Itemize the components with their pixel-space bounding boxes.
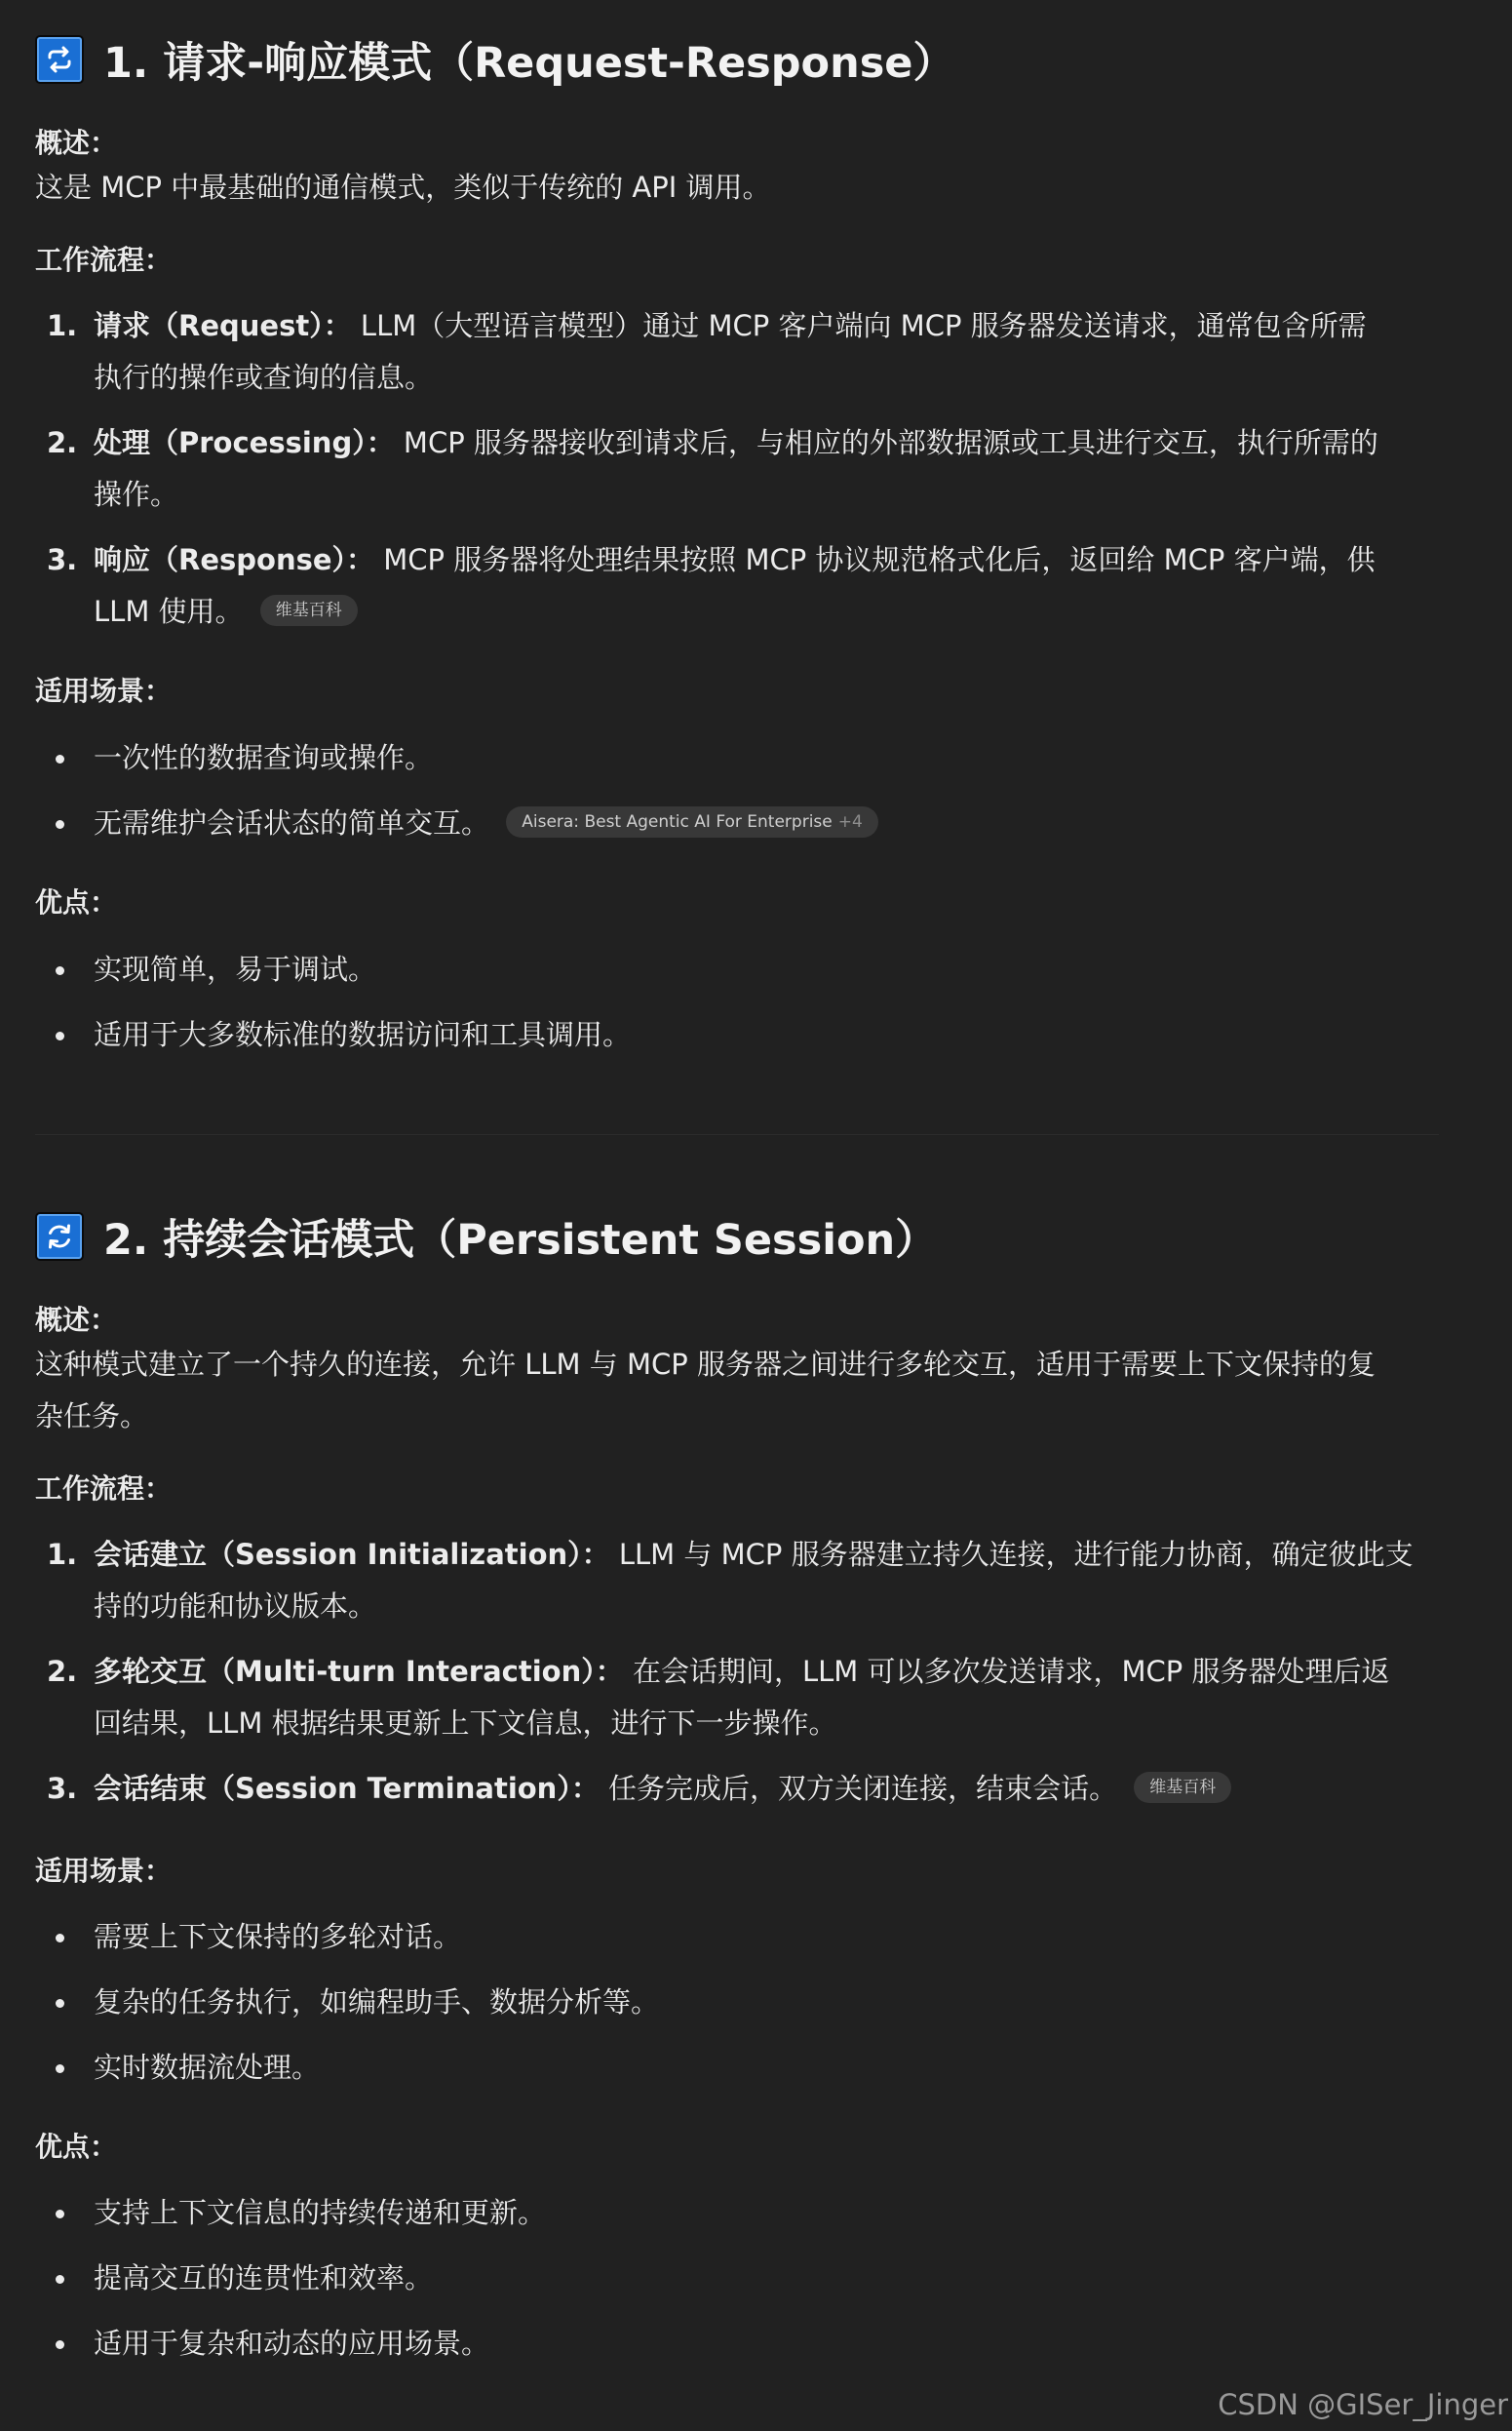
advantage-text: 适用于复杂和动态的应用场景。 <box>94 2327 490 2360</box>
scenarios-list <box>35 1911 1439 2094</box>
scenarios-label: 适用场景： <box>35 675 173 707</box>
bullet-dot <box>56 2210 64 2218</box>
advantages-label: 优点： <box>35 886 118 919</box>
bullet-dot <box>56 2275 64 2284</box>
chip-label: Aisera: Best Agentic AI For Enterprise <box>522 812 833 832</box>
advantages-label: 优点： <box>35 2131 118 2163</box>
bullet-dot <box>56 966 64 975</box>
list-item <box>35 300 1439 404</box>
step-text: LLM 与 MCP 服务器建立持久连接，进行能力协商，确定彼此支 <box>609 1538 1414 1571</box>
step-number: 1. <box>47 309 78 342</box>
list-item <box>35 2318 1439 2370</box>
section-title: 1. 请求-响应模式（Request-Response） <box>103 38 955 88</box>
source-chip[interactable] <box>506 806 878 838</box>
step-title: 会话结束（Session Termination）： <box>94 1772 600 1805</box>
advantages-label-block <box>35 884 1439 921</box>
list-item <box>35 2253 1439 2304</box>
advantage-text: 实现简单，易于调试。 <box>94 953 377 986</box>
section-title: 2. 持续会话模式（Persistent Session） <box>103 1215 938 1265</box>
step-text-cont: LLM 使用。 <box>94 595 244 628</box>
overview-block <box>35 125 1439 214</box>
list-item <box>35 1763 1439 1815</box>
step-text: 任务完成后，双方关闭连接，结束会话。 <box>599 1772 1118 1805</box>
section-divider <box>35 1134 1439 1135</box>
section-heading <box>35 30 1439 89</box>
section-request-response <box>35 30 1439 89</box>
bullet-dot <box>56 2064 64 2073</box>
workflow-label: 工作流程： <box>35 244 173 276</box>
list-item <box>35 2042 1439 2094</box>
advantage-text: 支持上下文信息的持续传递和更新。 <box>94 2196 547 2229</box>
source-chip[interactable]: 维基百科 <box>1134 1772 1231 1803</box>
list-item <box>35 534 1439 638</box>
bullet-dot <box>56 1934 64 1942</box>
advantage-text: 提高交互的连贯性和效率。 <box>94 2261 434 2294</box>
step-number: 3. <box>47 1772 78 1805</box>
overview-line2: 杂任务。 <box>35 1399 149 1432</box>
list-item <box>35 417 1439 521</box>
scenarios-list <box>35 732 1439 849</box>
list-item <box>35 1911 1439 1963</box>
bullet-dot <box>56 1032 64 1040</box>
step-text: LLM（大型语言模型）通过 MCP 客户端向 MCP 服务器发送请求，通常包含所需 <box>351 309 1367 342</box>
overview-text: 这是 MCP 中最基础的通信模式，类似于传统的 API 调用。 <box>35 171 771 204</box>
step-title: 多轮交互（Multi-turn Interaction）： <box>94 1655 624 1688</box>
watermark: CSDN @GISer_Jinger <box>1218 2388 1508 2421</box>
advantages-list <box>35 944 1439 1061</box>
chip-extra-count: +4 <box>837 812 863 832</box>
refresh-cycle-icon <box>35 1212 84 1261</box>
list-item <box>35 1977 1439 2028</box>
step-text: MCP 服务器将处理结果按照 MCP 协议规范格式化后，返回给 MCP 客户端，供 <box>374 543 1376 576</box>
workflow-block <box>35 242 1439 279</box>
list-item <box>35 1529 1439 1632</box>
bullet-dot <box>56 820 64 829</box>
scenarios-label: 适用场景： <box>35 1855 173 1887</box>
bullet-dot <box>56 1999 64 2008</box>
section-heading <box>35 1207 1439 1266</box>
bullet-dot <box>56 755 64 764</box>
scenarios-label-block <box>35 1853 1439 1890</box>
step-number: 3. <box>47 543 78 576</box>
step-text: 在会话期间，LLM 可以多次发送请求，MCP 服务器处理后返 <box>623 1655 1390 1688</box>
step-number: 2. <box>47 1655 78 1688</box>
step-title: 处理（Processing）： <box>94 426 395 459</box>
step-number: 1. <box>47 1538 78 1571</box>
step-title: 会话建立（Session Initialization）： <box>94 1538 610 1571</box>
step-text-cont: 操作。 <box>94 478 179 511</box>
step-text-cont: 回结果，LLM 根据结果更新上下文信息，进行下一步操作。 <box>94 1706 837 1740</box>
workflow-steps <box>35 300 1439 638</box>
overview-line1: 这种模式建立了一个持久的连接，允许 LLM 与 MCP 服务器之间进行多轮交互，适用于需要上下文保持的复 <box>35 1348 1376 1381</box>
workflow-block <box>35 1470 1439 1508</box>
list-item <box>35 1646 1439 1749</box>
overview-label: 概述： <box>35 127 118 159</box>
scenario-text: 实时数据流处理。 <box>94 2051 321 2084</box>
overview-label: 概述： <box>35 1304 118 1336</box>
step-text-cont: 持的功能和协议版本。 <box>94 1589 377 1623</box>
advantage-text: 适用于大多数标准的数据访问和工具调用。 <box>94 1018 632 1051</box>
step-title: 响应（Response）： <box>94 543 375 576</box>
overview-block <box>35 1302 1439 1442</box>
list-item <box>35 798 1439 849</box>
workflow-label: 工作流程： <box>35 1472 173 1505</box>
list-item <box>35 732 1439 784</box>
scenario-text: 无需维护会话状态的简单交互。 <box>94 806 490 840</box>
section-persistent-session <box>35 1207 1439 1266</box>
step-text: MCP 服务器接收到请求后，与相应的外部数据源或工具进行交互，执行所需的 <box>394 426 1378 459</box>
advantages-label-block <box>35 2129 1439 2166</box>
workflow-steps <box>35 1529 1439 1815</box>
list-item <box>35 1009 1439 1061</box>
overview-text <box>35 1339 1439 1442</box>
scenario-text: 需要上下文保持的多轮对话。 <box>94 1920 462 1953</box>
source-chip[interactable]: 维基百科 <box>260 595 358 626</box>
bullet-dot <box>56 2340 64 2349</box>
scenario-text: 一次性的数据查询或操作。 <box>94 741 434 774</box>
scenarios-label-block <box>35 673 1439 710</box>
list-item <box>35 2187 1439 2239</box>
list-item <box>35 944 1439 996</box>
step-number: 2. <box>47 426 78 459</box>
scenario-text: 复杂的任务执行，如编程助手、数据分析等。 <box>94 1985 660 2019</box>
step-title: 请求（Request）： <box>94 309 352 342</box>
repeat-arrows-icon <box>35 35 84 84</box>
step-text-cont: 执行的操作或查询的信息。 <box>94 361 434 394</box>
advantages-list <box>35 2187 1439 2370</box>
